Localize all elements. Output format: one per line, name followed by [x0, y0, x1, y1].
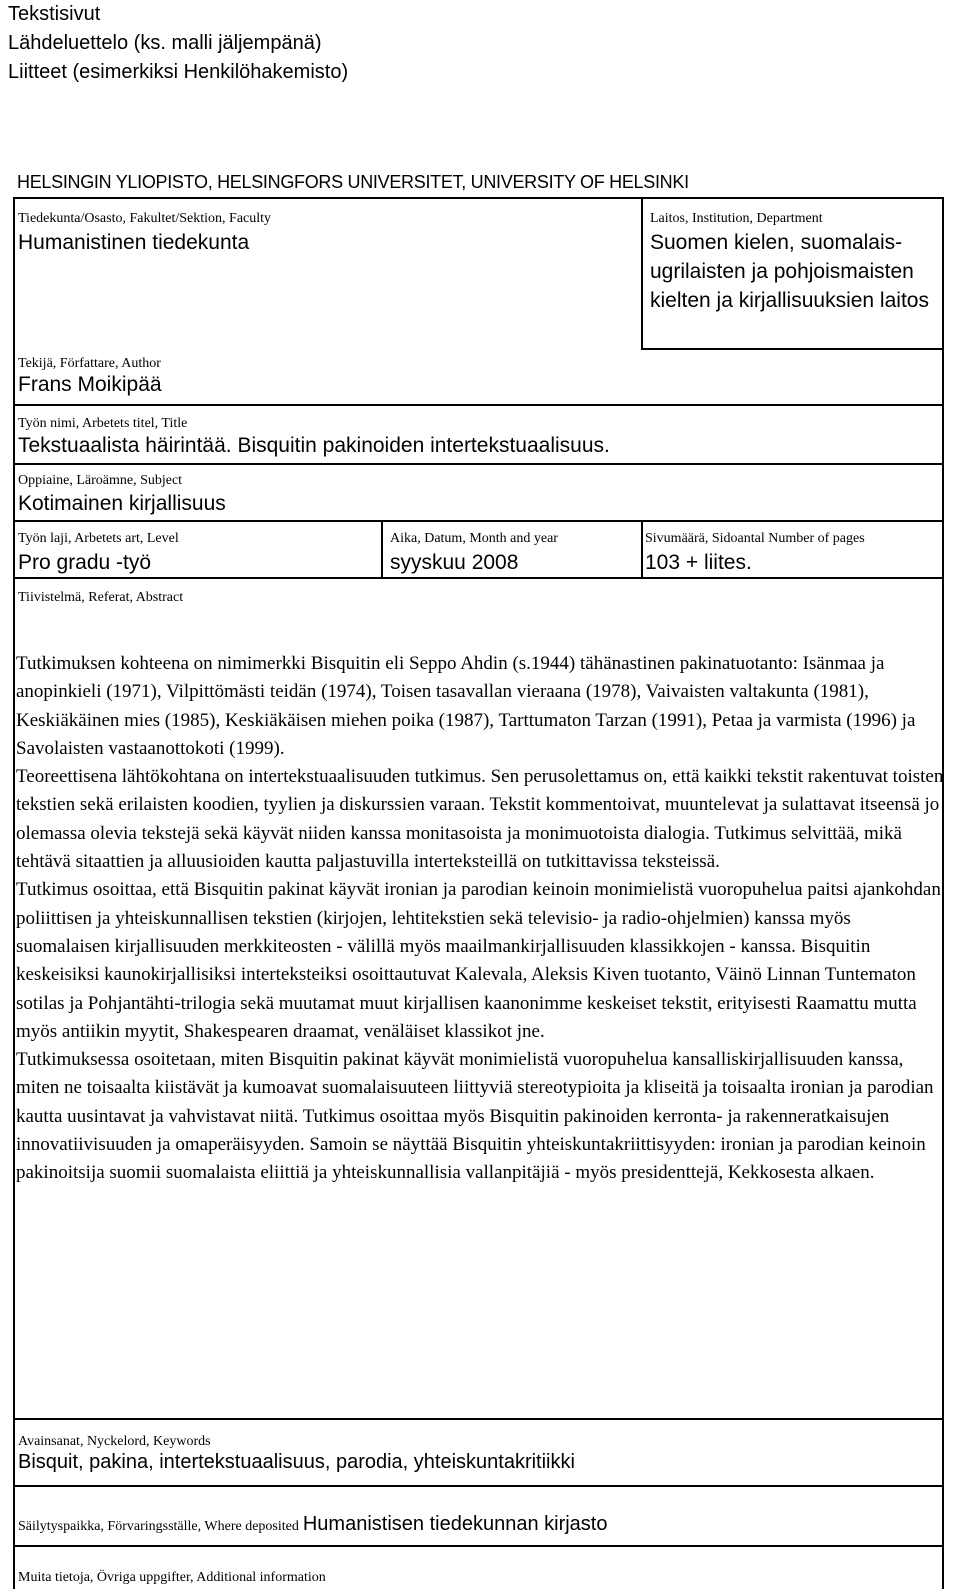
title-top-border [13, 404, 943, 406]
faculty-value: Humanistinen tiedekunta [18, 231, 250, 254]
department-bottom-border [641, 348, 943, 350]
pages-value: 103 + liites. [645, 551, 752, 574]
faculty-label: Tiedekunta/Osasto, Fakultet/Sektion, Faculty [18, 211, 272, 226]
abstract-paragraph: Tutkimus osoittaa, että Bisquitin pakinat käyvät ironian ja parodian keinoin monimielistä vuoropuhelua paitsi ajankohdan poliittisen ja yhteiskunnallisen tekstien (kirjojen, lehtitekstien sekä televisio- ja radio-ohjelmien) kanssa myös suomalaisen kirjallisuuden merkkiteosten - välillä myös maailmankirjallisuuden klassikkojen - kanssa. Bisquitin keskeisiksi kaunokirjallisiksi interteksteiksi osoittautuvat Kalevala, Aleksis Kiven tuotanto, Väinö Linnan Tuntematon sotilas ja Pohjantähti-trilogia sekä muutamat muut kirjallisen kaanonimme keskeiset tekstit, erityisesti Raamattu mutta myös antiikin myytit, Shakespearen draamat, venäläiset klassikot jne. [16, 879, 941, 1042]
level-date-divider [381, 520, 383, 577]
keywords-top-border [13, 1418, 943, 1420]
keywords-label: Avainsanat, Nyckelord, Keywords [18, 1434, 211, 1449]
list-item: Tekstisivut [8, 3, 101, 25]
additional-top-border [13, 1545, 943, 1547]
department-value: Suomen kielen, suomalais-ugrilaisten ja pohjoismaisten kielten ja kirjallisuuksien laitos [650, 231, 929, 312]
level-top-border [13, 520, 943, 522]
department-label: Laitos, Institution, Department [650, 211, 823, 226]
form-top-border [13, 197, 943, 199]
list-item: Liitteet (esimerkiksi Henkilöhakemisto) [8, 61, 349, 83]
author-value: Frans Moikipää [18, 373, 162, 396]
deposited-top-border [13, 1485, 943, 1487]
abstract-label: Tiivistelmä, Referat, Abstract [18, 590, 184, 605]
abstract-top-border [13, 577, 943, 579]
title-value: Tekstuaalista häirintää. Bisquitin pakinoiden intertekstuaalisuus. [18, 434, 610, 457]
abstract-body [16, 650, 946, 1188]
abstract-paragraph: Tutkimuksessa osoitetaan, miten Bisquitin pakinat käyvät monimielistä vuoropuhelua kansalliskirjallisuuden kanssa, miten ne toisaalta kiistävät ja kumoavat suomalaisuuteen liittyviä stereotypioita ja kliseitä ja toisaalta ironian ja parodian kautta uusintavat ja vahvistavat niitä. Tutkimus osoittaa myös Bisquitin pakinoiden kerronta- ja rakenneratkaisujen innovatiivisuuden ja omaperäisyyden. Samoin se näyttää Bisquitin yhteiskuntakriittisyyden: ironian ja parodian keinoin pakinoitsija suomii suomalaista eliittiä ja yhteiskunnallisia vallanpitäjiä - myös presidenttejä, Kekkosesta alkaen. [16, 1049, 934, 1184]
list-item: Lähdeluettelo (ks. malli jäljempänä) [8, 32, 322, 54]
title-label: Työn nimi, Arbetets titel, Title [18, 416, 188, 431]
level-label: Työn laji, Arbetets art, Level [18, 531, 179, 546]
department-divider [641, 197, 643, 349]
date-pages-divider [641, 520, 643, 577]
abstract-paragraph: Tutkimuksen kohteena on nimimerkki Bisquitin eli Seppo Ahdin (s.1944) tähänastinen pakinatuotanto: Isänmaa ja anopinkieli (1971), Vilpittömästi teidän (1974), Toisen tasavallan vieraana (1978), Vaivaisten valtakunta (1981), Keskiäkäinen mies (1985), Keskiäkäisen miehen poika (1987), Tarttumaton Tarzan (1991), Petaa ja varmista (1996) ja Savolaisten vastaanottokoti (1999). [16, 653, 916, 759]
abstract-paragraph: Teoreettisena lähtökohtana on intertekstuaalisuuden tutkimus. Sen perusolettamus on, että kaikki tekstit rakentuvat toisten tekstien sekä erilaisten koodien, tyylien ja diskurssien varaan. Tekstit kommentoivat, muuntelevat ja sulattavat itseensä jo olemassa olevia tekstejä sekä käyvät niiden kanssa monitasoista ja monimuotoista dialogia. Tutkimus selvittää, mikä tehtävä sitaattien ja alluusioiden kautta paljastuvilla interteksteillä on tutkittavissa teksteissä. [16, 766, 944, 873]
intro-list [8, 0, 348, 87]
deposited-row [18, 1513, 607, 1536]
subject-value: Kotimainen kirjallisuus [18, 492, 226, 515]
author-label: Tekijä, Författare, Author [18, 356, 161, 371]
deposited-label: Säilytyspaikka, Förvaringsställe, Where deposited [18, 1519, 299, 1534]
additional-label: Muita tietoja, Övriga uppgifter, Additional information [18, 1570, 326, 1585]
level-value: Pro gradu -työ [18, 551, 152, 574]
subject-label: Oppiaine, Läroämne, Subject [18, 473, 183, 488]
deposited-value: Humanistisen tiedekunnan kirjasto [302, 1513, 608, 1535]
date-label: Aika, Datum, Month and year [390, 531, 558, 546]
subject-top-border [13, 463, 943, 465]
keywords-value: Bisquit, pakina, intertekstuaalisuus, parodia, yhteiskuntakritiikki [18, 1451, 575, 1473]
university-heading: HELSINGIN YLIOPISTO, HELSINGFORS UNIVERSITET, UNIVERSITY OF HELSINKI [17, 172, 689, 192]
date-value: syyskuu 2008 [390, 551, 519, 574]
pages-label: Sivumäärä, Sidoantal Number of pages [645, 531, 865, 546]
